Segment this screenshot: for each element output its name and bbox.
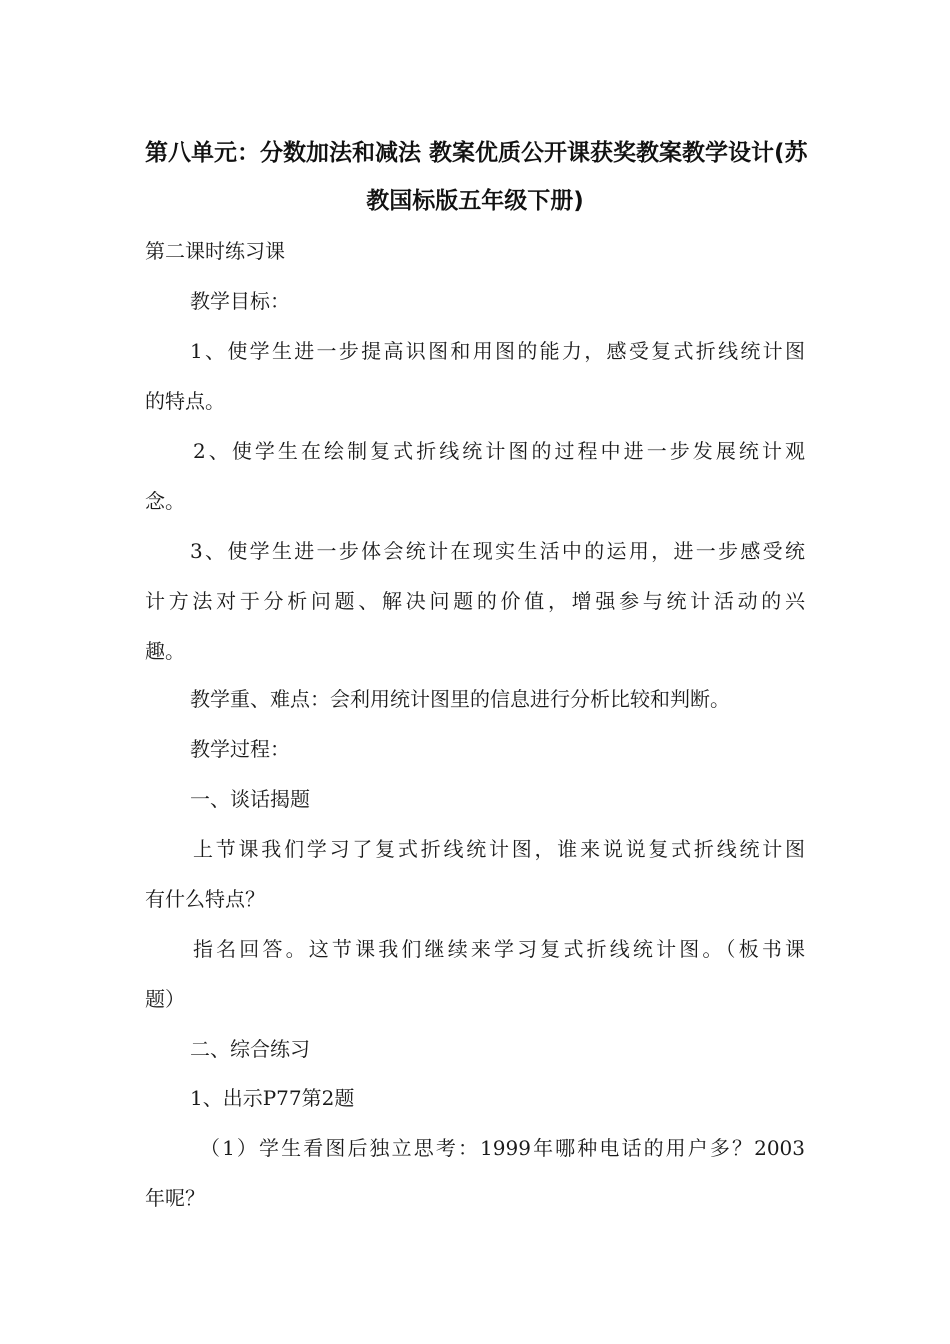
section-2-heading: 二、综合练习 <box>190 1037 310 1061</box>
key-points: 教学重、难点：会利用统计图里的信息进行分析比较和判断。 <box>190 687 730 711</box>
lesson-heading: 第二课时练习课 <box>145 239 285 263</box>
section-1-heading: 一、谈话揭题 <box>190 787 310 811</box>
objective-2-line-1: 2、使学生在绘制复式折线统计图的过程中进一步发展统计观 <box>193 439 805 463</box>
exercise-1-question-line-1: （1）学生看图后独立思考：1999年哪种电话的用户多？2003 <box>200 1136 805 1160</box>
objective-3-line-3: 趣。 <box>145 639 185 663</box>
answer-paragraph-line-2: 题） <box>145 987 185 1011</box>
objective-1-line-1: 1、使学生进一步提高识图和用图的能力，感受复式折线统计图 <box>190 339 805 363</box>
objectives-heading: 教学目标： <box>190 289 290 313</box>
exercise-1: 1、出示P77第2题 <box>190 1086 355 1110</box>
answer-paragraph-line-1: 指名回答。这节课我们继续来学习复式折线统计图。（板书课 <box>193 937 805 961</box>
objective-3-line-2: 计方法对于分析问题、解决问题的价值，增强参与统计活动的兴 <box>145 589 805 613</box>
objective-1-line-2: 的特点。 <box>145 389 225 413</box>
intro-paragraph-line-1: 上节课我们学习了复式折线统计图，谁来说说复式折线统计图 <box>193 837 805 861</box>
document-title-line-1: 第八单元：分数加法和减法 教案优质公开课获奖教案教学设计(苏 <box>145 140 808 166</box>
exercise-1-question-line-2: 年呢？ <box>145 1186 205 1210</box>
process-heading: 教学过程： <box>190 737 290 761</box>
intro-paragraph-line-2: 有什么特点？ <box>145 887 265 911</box>
objective-2-line-2: 念。 <box>145 489 185 513</box>
objective-3-line-1: 3、使学生进一步体会统计在现实生活中的运用，进一步感受统 <box>190 539 805 563</box>
document-title-line-2: 教国标版五年级下册) <box>366 188 584 214</box>
